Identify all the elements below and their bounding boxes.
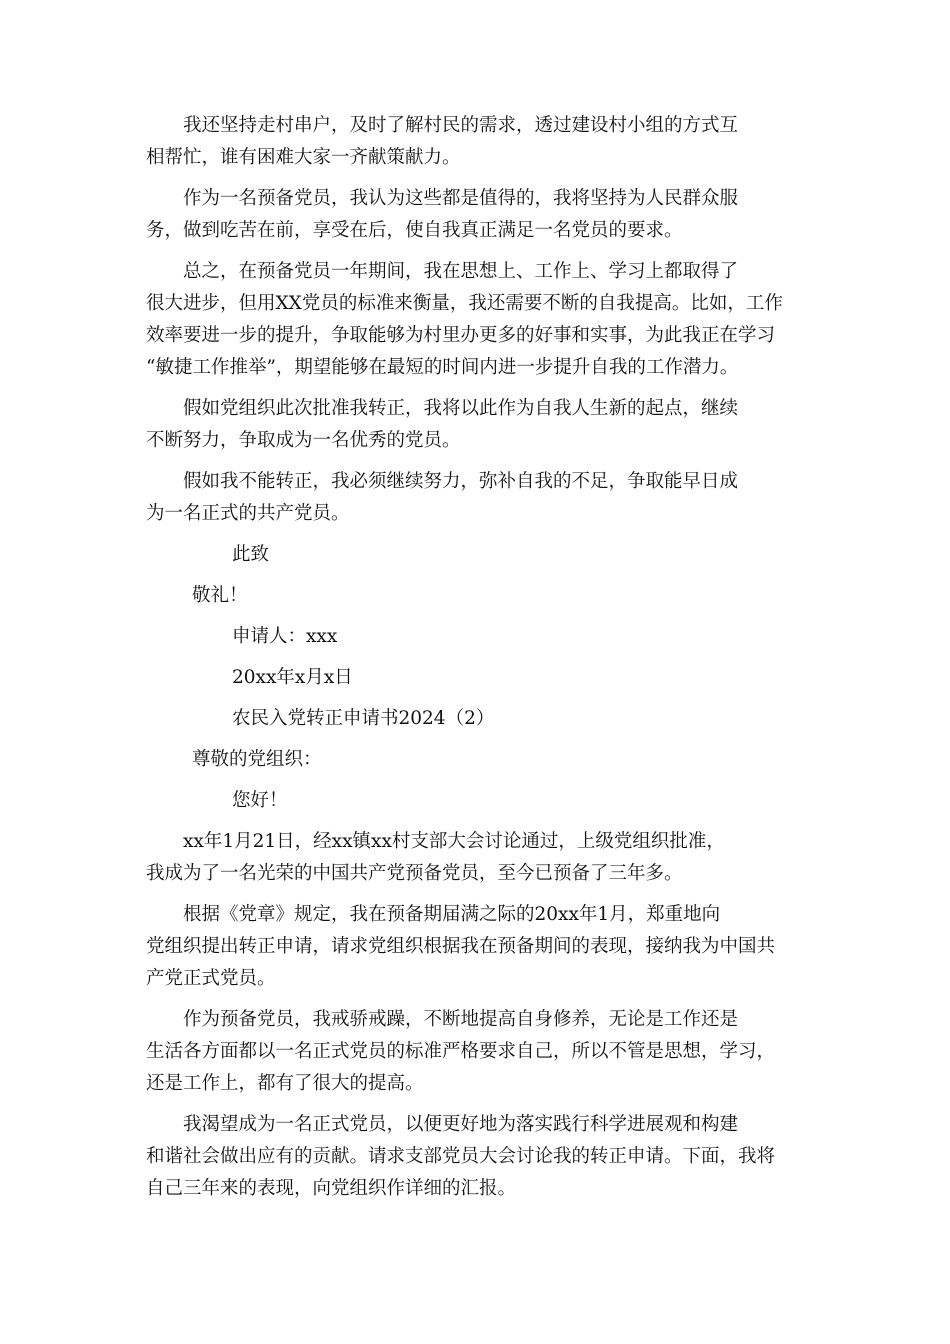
paragraph-if-not-approved: 假如我不能转正，我必须继续努力，弥补自我的不足，争取能早日成 为一名正式的共产党员。	[146, 471, 739, 524]
paragraph-village-visits: 我还坚持走村串户，及时了解村民的需求，透过建设村小组的方式互 相帮忙，谁有困难大家一齐献策献力。	[146, 115, 739, 168]
applicant-line: 申请人：xxx	[232, 626, 338, 647]
salutation: 尊敬的党组织：	[192, 749, 322, 770]
paragraph-application-request: 根据《党章》规定，我在预备期届满之际的20xx年1月，郑重地向 党组织提出转正申请，请求党组织根据我在预备期间的表现，接纳我为中国共 产党正式党员。	[146, 904, 776, 989]
paragraph-if-approved: 假如党组织此次批准我转正，我将以此作为自我人生新的起点，继续 不断努力，争取成为一名优秀的党员。	[146, 398, 739, 451]
paragraph-admission-date: xx年1月21日，经xx镇xx村支部大会讨论通过，上级党组织批准， 我成为了一名光荣的中国共产党预备党员，至今已预备了三年多。	[146, 831, 725, 884]
paragraph-aspiration: 我渴望成为一名正式党员，以便更好地为落实践行科学进展观和构建 和谐社会做出应有的贡献。请求支部党员大会讨论我的转正申请。下面，我将 自己三年来的表现，向党组织作详细的汇报。	[146, 1114, 776, 1199]
paragraph-self-improvement: 作为预备党员，我戒骄戒躁，不断地提高自身修养，无论是工作还是 生活各方面都以一名正式党员的标准严格要求自己，所以不管是思想，学习， 还是工作上，都有了很大的提高。	[146, 1009, 776, 1094]
paragraph-serve-people: 作为一名预备党员，我认为这些都是值得的，我将坚持为人民群众服 务，做到吃苦在前，享受在后，使自我真正满足一名党员的要求。	[146, 188, 739, 241]
second-title: 农民入党转正申请书2024（2）	[232, 708, 495, 729]
closing-ci-zhi: 此致	[232, 544, 270, 565]
document-page	[146, 110, 806, 1214]
date-line: 20xx年x月x日	[232, 667, 353, 688]
paragraph-summary: 总之，在预备党员一年期间，我在思想上、工作上、学习上都取得了 很大进步，但用XX党员的标准来衡量，我还需要不断的自我提高。比如，工作 效率要进一步的提升，争取能够为村里办更多的好事和实事，为此我正在学习 “敏捷工作推举”，期望能够在最短的时间内进一步提升自我的工作潜力。	[146, 261, 783, 378]
greeting: 您好！	[232, 790, 288, 811]
closing-jing-li: 敬礼！	[192, 585, 248, 606]
